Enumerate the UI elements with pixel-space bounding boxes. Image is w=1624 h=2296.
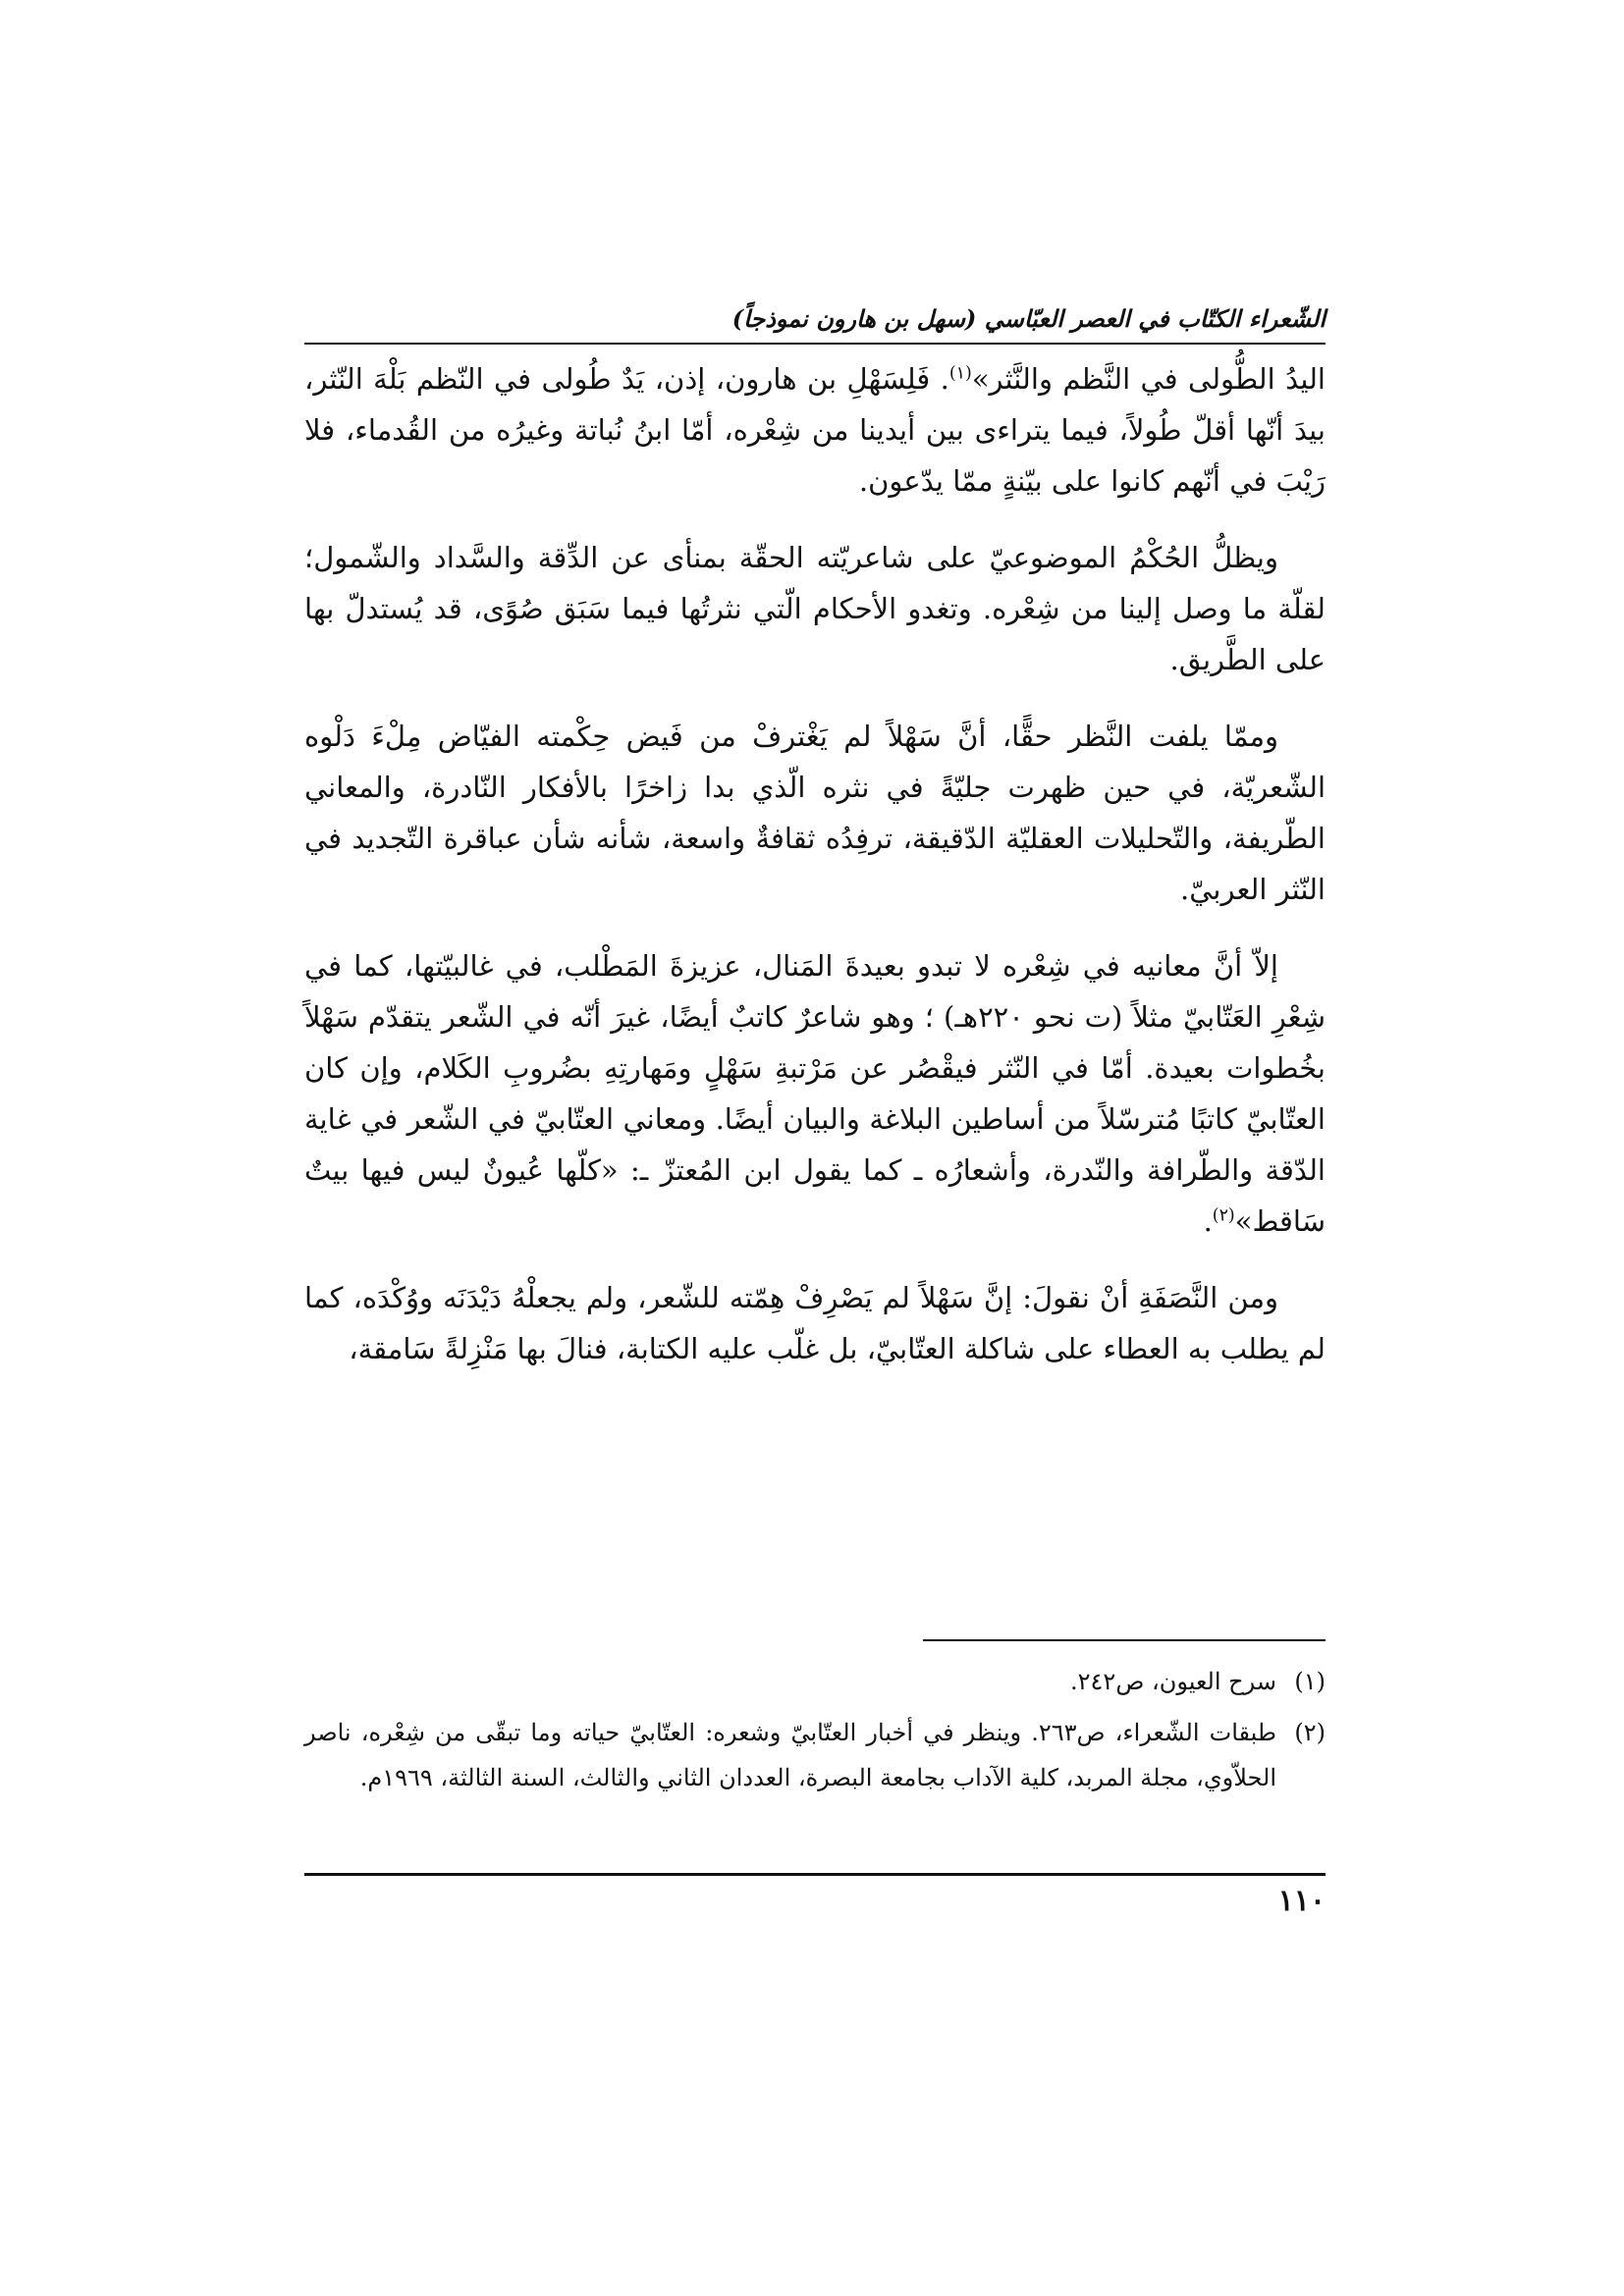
paragraph-1-text: اليدُ الطُّولى في النَّظم والنَّثر» xyxy=(971,362,1326,396)
footnotes xyxy=(304,1659,1326,1806)
footnote-2 xyxy=(304,1710,1326,1800)
footnote-ref-2: (٢) xyxy=(1212,1205,1235,1226)
footnote-2-text: طبقات الشّعراء، ص٢٦٣. وينظر في أخبار العتّابيّ وشعره: العتّابيّ حياته وما تبقّى من شِعْره، ناصر الحلاّوي، مجلة المربد، كلية الآداب بجامعة البصرة، العددان الثاني والثالث، السنة الثالثة، ١٩٦٩م. xyxy=(304,1719,1277,1791)
paragraph-1 xyxy=(304,353,1326,507)
footnote-1-mark: (١) xyxy=(1294,1668,1326,1695)
paragraph-4 xyxy=(304,940,1326,1247)
footnote-divider xyxy=(923,1639,1326,1641)
paragraph-5: ومن النَّصَفَةِ أنْ نقولَ: إنَّ سَهْلاً لم يَصْرِفْ هِمّته للشّعر، ولم يجعلْهُ دَيْدَنَه ووُكْدَه، كما لم يطلب به العطاء على شاكلة العتّابيّ، بل غلّب عليه الكتابة، فنالَ بها مَنْزِلةً سَامقة، xyxy=(304,1281,1326,1365)
header-divider xyxy=(304,343,1326,345)
footnote-1 xyxy=(304,1659,1326,1704)
paragraph-3: وممّا يلفت النَّظر حقًّا، أنَّ سَهْلاً لم يَغْترفْ من فَيض حِكْمته الفيّاض مِلْءَ دَلْوه الشّعريّة، في حين ظهرت جليّةً في نثره الّذي بدا زاخرًا بالأفكار النّادرة، والمعاني الطّريفة، والتّحليلات العقليّة الدّقيقة، ترفِدُه ثقافةٌ واسعة، شأنه شأن عباقرة التّجديد في النّثر العربيّ. xyxy=(304,720,1326,906)
book-page xyxy=(304,280,1326,2145)
paragraph-4-text: إلاّ أنَّ معانيه في شِعْره لا تبدو بعيدةَ المَنال، عزيزةَ المَطْلب، في غالبيّتها، كما في شِعْرِ العَتّابيّ مثلاً (ت نحو ٢٢٠هـ) ؛ وهو شاعرٌ كاتبٌ أيضًا، غيرَ أنّه في الشّعر يتقدّم سَهْلاً بخُطوات بعيدة. أمّا في النّثر فيقْصُر عن مَرْتبةِ سَهْلٍ ومَهارتِهِ بضُروبِ الكَلام، وإن كان العتّابيّ كاتبًا مُترسّلاً من أساطين البلاغة والبيان أيضًا. ومعاني العتّابيّ في الشّعر في غاية الدّقة والطّرافة والنّدرة، وأشعارُه ـ كما يقول ابن المُعتزّ ـ: «كلّها عُيونٌ ليس فيها بيتٌ سَاقط» xyxy=(304,949,1326,1238)
running-header: الشّعراء الكتّاب في العصر العبّاسي (سهل بن هارون نموذجاً) xyxy=(731,304,1326,333)
paragraph-2: ويظلُّ الحُكْمُ الموضوعيّ على شاعريّته الحقّة بمنأى عن الدِّقة والسَّداد والشّمول؛ لقلّة ما وصل إلينا من شِعْره. وتغدو الأحكام الّتي نثرتُها فيما سَبَق صُوًى، قد يُستدلّ بها على الطَّريق. xyxy=(304,541,1326,676)
page-number: ١١٠ xyxy=(1277,1884,1326,1918)
footer-divider xyxy=(304,1873,1326,1876)
footnote-2-mark: (٢) xyxy=(1294,1719,1326,1746)
paragraph-1-continued: . فَلِسَهْلِ بن هارون، إذن، يَدٌ طُولى في النّظم بَلْهَ النّثر، بيدَ أنّها أقلّ طُولاً، فيما يتراءى بين أيدينا من شِعْره، أمّا ابنُ نُباتة وغيرُه من القُدماء، فلا رَيْبَ في أنّهم كانوا على بيّنةٍ ممّا يدّعون. xyxy=(304,362,1326,498)
footnote-1-text: سرح العيون، ص٢٤٢. xyxy=(1070,1668,1276,1695)
paragraph-4-end: . xyxy=(1203,1204,1213,1238)
body-text xyxy=(304,353,1326,1400)
footnote-ref-1: (١) xyxy=(948,363,972,384)
